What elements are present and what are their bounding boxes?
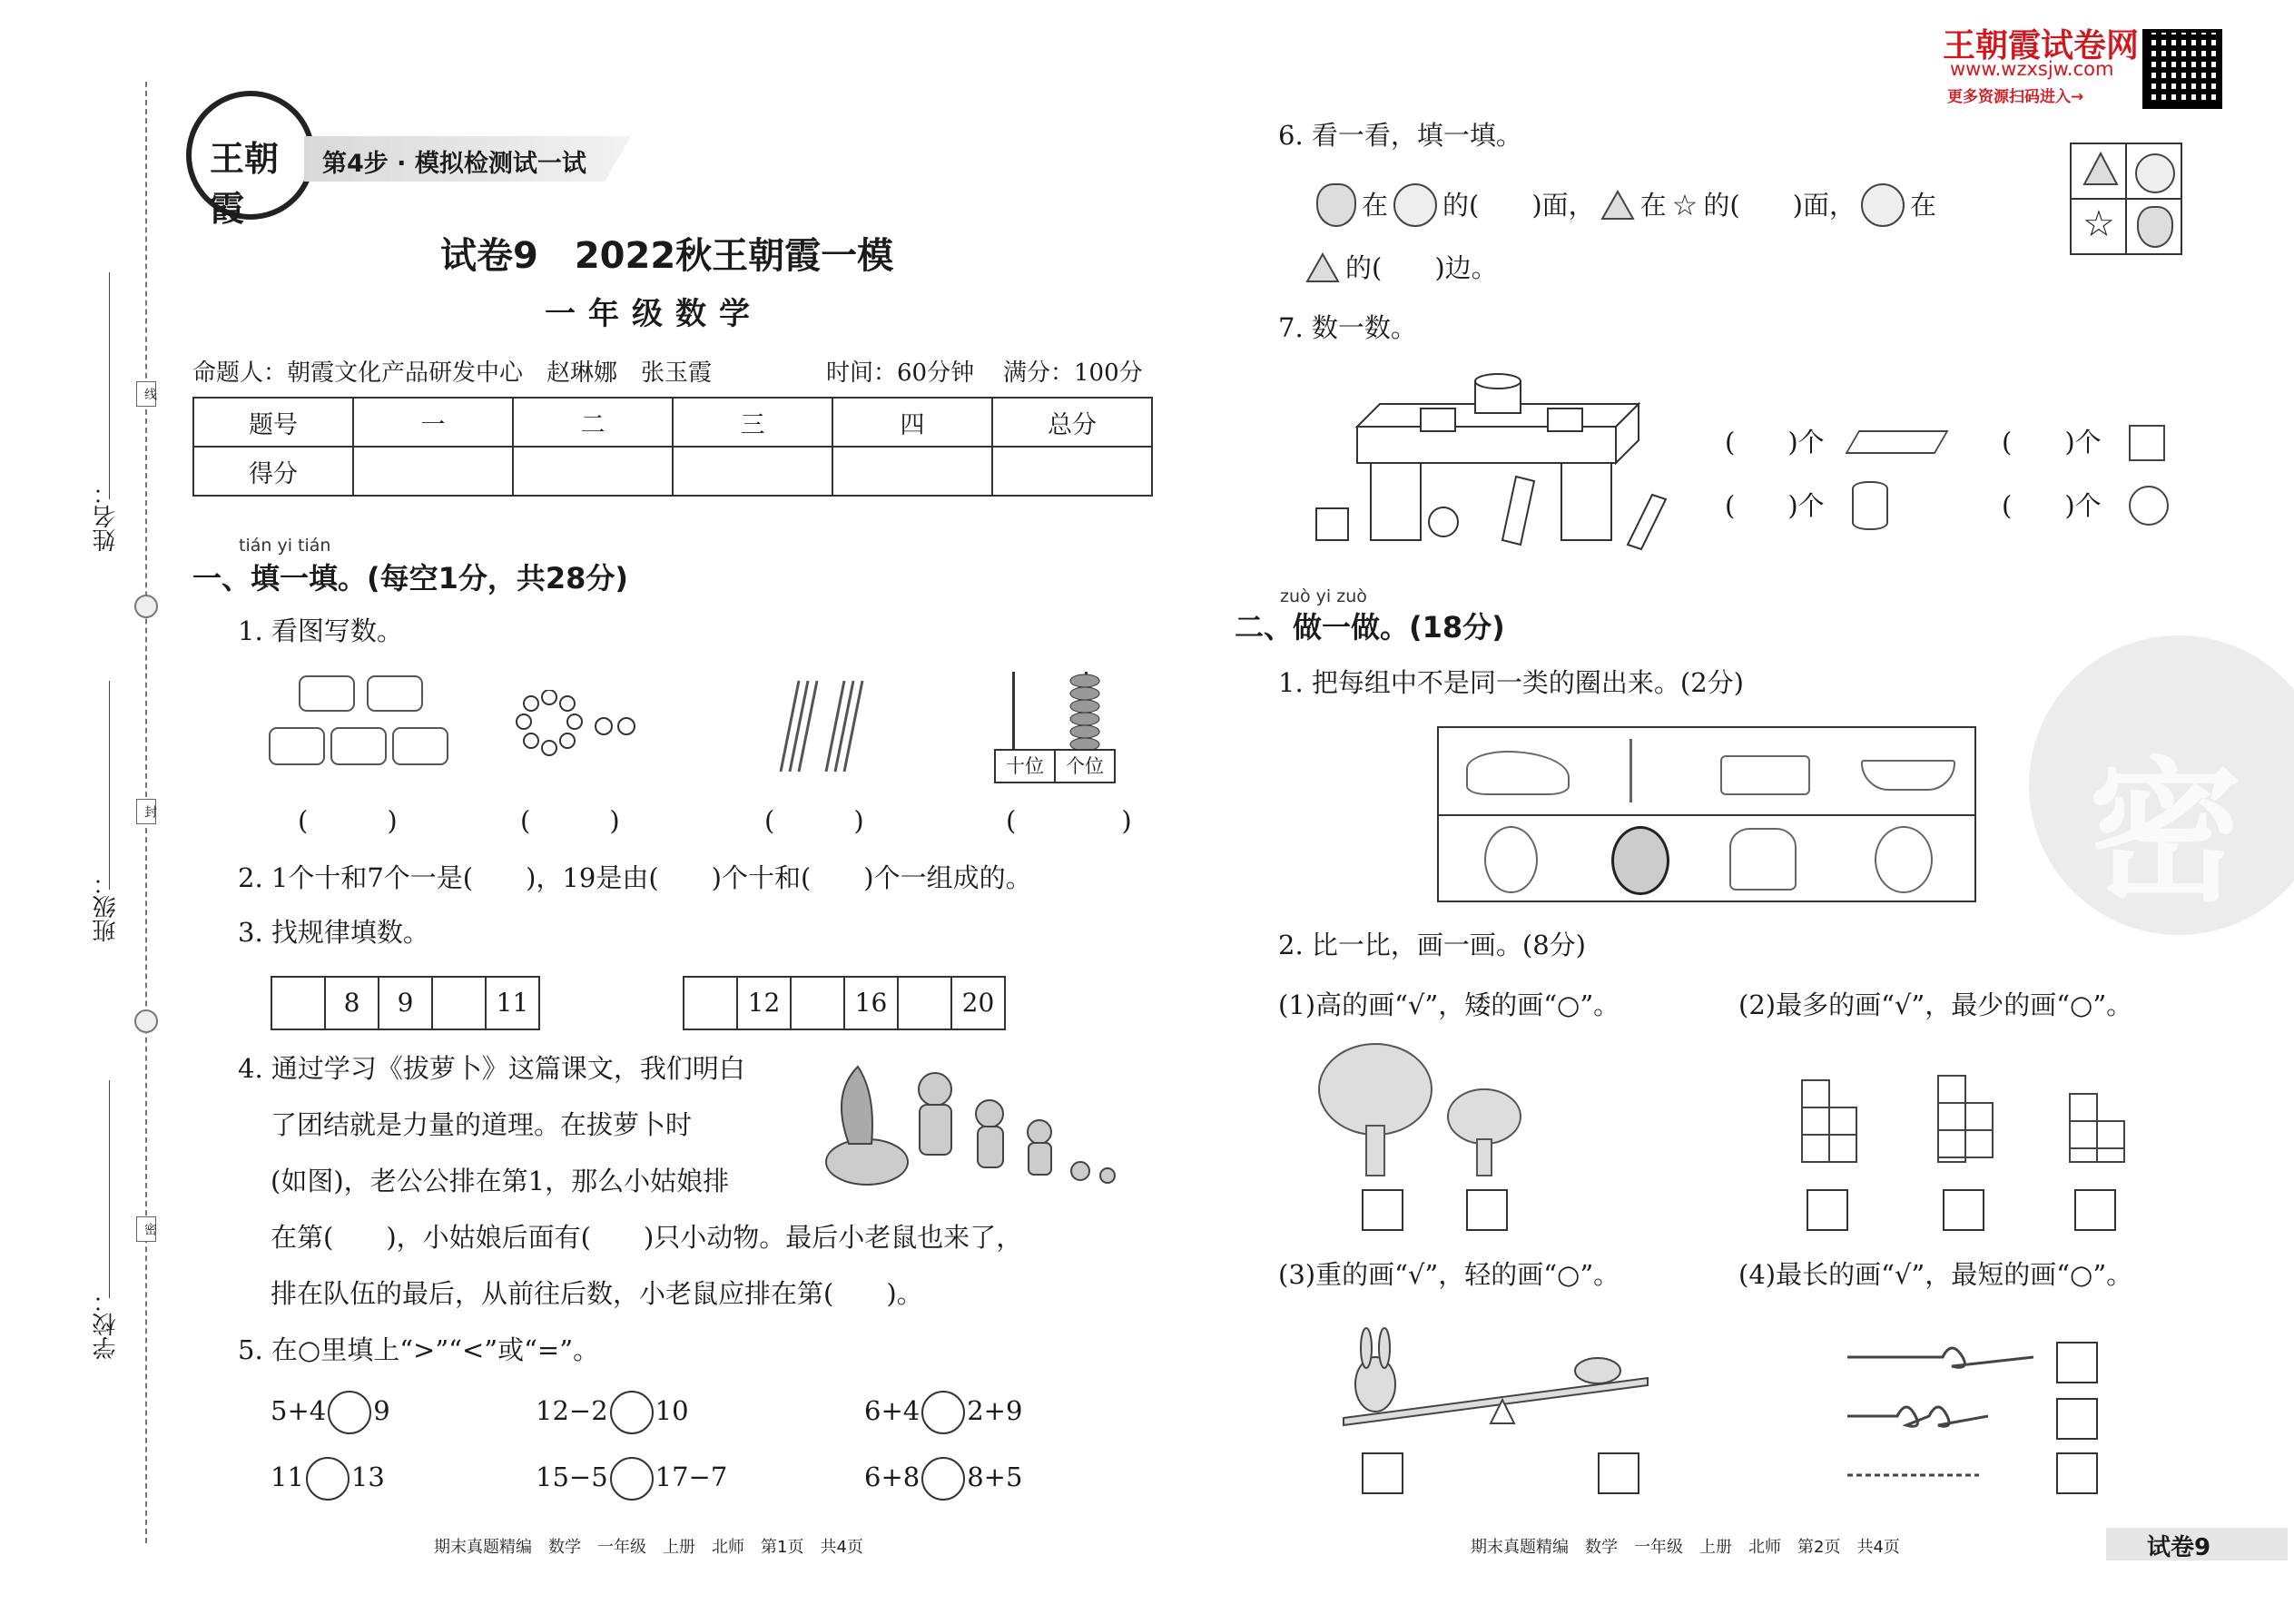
qr-code[interactable]: [2142, 29, 2222, 109]
compare-left: 11: [271, 1462, 304, 1492]
triangle-icon: [1305, 252, 1340, 283]
brand-tip: 更多资源扫码进入→: [1947, 88, 2084, 106]
count-cube[interactable]: ( )个: [2002, 427, 2102, 458]
sequence-cell: 16: [845, 978, 899, 1029]
answer-box[interactable]: [1466, 1189, 1508, 1231]
q6-text: 在: [1910, 190, 1937, 221]
step-banner-text: 第4步 · 模拟检测试一试: [322, 150, 586, 178]
sequence-cell[interactable]: [899, 978, 952, 1029]
question-5: 5. 在○里填上“>”“<”或“=”。: [238, 1334, 600, 1365]
ship-picture[interactable]: [1861, 760, 1955, 791]
column-header: 二: [513, 398, 673, 447]
flower-picture[interactable]: [1629, 739, 1659, 802]
classify-box: [1437, 726, 1976, 902]
airplane-picture[interactable]: [1466, 751, 1570, 795]
binding-hole: [134, 1009, 158, 1033]
row-label: 得分: [193, 447, 353, 496]
question-4-line-5: 排在队伍的最后，从前往后数，小老鼠应排在第( )。: [271, 1278, 923, 1309]
compare-item: [864, 1391, 1022, 1434]
star-icon: ☆: [1671, 188, 1698, 222]
full-score: 满分：100分: [1003, 359, 1143, 387]
footer-left: 期末真题精编 数学 一年级 上册 北师 第1页 共4页: [434, 1538, 863, 1557]
apple-icon: [1861, 183, 1905, 227]
column-header: 一: [353, 398, 513, 447]
question-1: 1. 看图写数。: [238, 615, 403, 646]
compare-right: 13: [350, 1462, 385, 1492]
cuboid-icon: [1845, 430, 1948, 454]
school-underline: [109, 1080, 110, 1298]
compare-right: 2+9: [967, 1395, 1023, 1426]
footer-right: 期末真题精编 数学 一年级 上册 北师 第2页 共4页: [1471, 1538, 1900, 1557]
sequence-cell[interactable]: [433, 978, 487, 1029]
cube-stacks-picture: [1797, 1071, 2133, 1180]
sequence-row-a: [271, 976, 540, 1030]
question-3: 3. 找规律填数。: [238, 917, 429, 948]
compare-circle[interactable]: [921, 1457, 965, 1501]
bus-picture[interactable]: [1720, 755, 1810, 795]
score-cell[interactable]: [992, 447, 1152, 496]
cylinder-icon: [1852, 481, 1888, 530]
abacus-label-tens: 十位: [996, 751, 1056, 782]
compare-item: [536, 1457, 727, 1501]
answer-box[interactable]: [2074, 1189, 2116, 1231]
school-label: 学校：: [93, 1289, 120, 1360]
score-cell[interactable]: [353, 447, 513, 496]
answer-box[interactable]: [2056, 1398, 2098, 1440]
question-4-line-2: 了团结就是力量的道理。在拔萝卜时: [271, 1109, 693, 1140]
q6-text: 的( )边。: [1345, 252, 1498, 283]
compare-circle[interactable]: [610, 1457, 654, 1501]
ropes-picture: [1843, 1334, 2038, 1489]
dog-picture[interactable]: [1875, 826, 1933, 893]
question-2: 2. 1个十和7个一是( )，19是由( )个十和( )个一组成的。: [238, 862, 1032, 893]
abacus-beads: [1067, 674, 1103, 751]
apple-icon: [1393, 183, 1437, 227]
brand-url: www.wzxsjw.com: [1950, 58, 2114, 80]
score-cell[interactable]: [513, 447, 673, 496]
section-heading: 二、做一做。(18分): [1235, 610, 1505, 645]
compare-circle[interactable]: [921, 1391, 965, 1434]
authors: 命题人：朝霞文化产品研发中心 赵琳娜 张玉霞: [192, 359, 713, 387]
answer-blank[interactable]: ( ): [1006, 805, 1132, 836]
compare-right: 8+5: [967, 1462, 1023, 1492]
star-icon: ☆: [2082, 203, 2115, 245]
paper-subtitle: 一年级数学: [545, 296, 763, 332]
answer-box[interactable]: [1943, 1189, 1984, 1231]
answer-blank[interactable]: ( ): [520, 805, 620, 836]
q6-text: 在: [1639, 190, 1667, 221]
compare-weight-text: (3)重的画“√”，轻的画“○”。: [1278, 1259, 1620, 1290]
compare-item: [864, 1457, 1022, 1501]
question-4-line-1: 4. 通过学习《拔萝卜》这篇课文，我们明白: [238, 1053, 745, 1084]
paper-title: 试卷9 2022秋王朝霞一模: [440, 235, 894, 277]
apple-icon: [2135, 153, 2175, 193]
section2-question-2: 2. 比一比，画一画。(8分): [1278, 930, 1586, 960]
answer-box[interactable]: [2056, 1452, 2098, 1494]
publisher-logo: [186, 91, 315, 229]
answer-box[interactable]: [1362, 1189, 1403, 1231]
class-label: 班级：: [93, 871, 120, 942]
question-6-line-1: [1316, 183, 1936, 227]
logo-text: 王朝霞: [210, 138, 280, 229]
sequence-cell[interactable]: [272, 978, 326, 1029]
sequence-cell: 9: [379, 978, 433, 1029]
strawberry-icon: [2137, 206, 2173, 248]
answer-blank[interactable]: ( ): [298, 805, 398, 836]
compare-circle[interactable]: [306, 1457, 350, 1501]
compare-left: 6+4: [864, 1395, 921, 1426]
question-4-line-3: (如图)，老公公排在第1，那么小姑娘排: [271, 1166, 730, 1196]
compare-left: 12−2: [536, 1395, 608, 1426]
answer-box[interactable]: [1807, 1189, 1848, 1231]
q6-text: 的( )面，: [1442, 190, 1595, 221]
position-grid: [2070, 143, 2182, 255]
score-cell[interactable]: [832, 447, 992, 496]
section2-question-1: 1. 把每组中不是同一类的圈出来。(2分): [1278, 667, 1744, 698]
question-4-line-4: 在第( )，小姑娘后面有( )只小动物。最后小老鼠也来了，: [271, 1222, 1023, 1253]
trees-picture: [1316, 1039, 1525, 1185]
answer-box[interactable]: [1598, 1452, 1639, 1494]
sequence-cell: 20: [961, 988, 995, 1018]
answer-blank[interactable]: ( ): [764, 805, 864, 836]
column-header: 总分: [992, 398, 1152, 447]
triangle-icon: [2082, 152, 2119, 188]
sphere-icon: [2129, 486, 2169, 526]
cube-icon: [2129, 425, 2165, 461]
section-heading: 一、填一填。(每空1分，共28分): [192, 561, 629, 595]
triangle-icon: [1600, 190, 1635, 221]
exam-time: 时间：60分钟: [826, 359, 975, 387]
sequence-cell: 8: [326, 978, 379, 1029]
abacus-rod-tens: [1012, 672, 1015, 749]
sequence-cell: 12: [738, 978, 792, 1029]
name-underline: [109, 272, 110, 499]
q6-text: 在: [1362, 190, 1389, 221]
seesaw-picture: [1334, 1316, 1652, 1434]
paper-tag-text: 试卷9: [2147, 1534, 2211, 1561]
sequence-cell[interactable]: [684, 978, 738, 1029]
squirrel-picture[interactable]: [1484, 826, 1538, 893]
count-cylinder[interactable]: ( )个: [1725, 490, 1825, 521]
compare-circle[interactable]: [610, 1391, 654, 1434]
table-row: [193, 398, 1152, 447]
compare-left: 15−5: [536, 1462, 608, 1492]
table-row: [193, 447, 1152, 496]
answer-box[interactable]: [1362, 1452, 1403, 1494]
brand-name: 王朝霞试卷网: [1943, 27, 2140, 64]
sequence-cell: 11: [496, 988, 529, 1018]
question-6: 6. 看一看，填一填。: [1278, 120, 1522, 151]
sticks-bundles-picture: [758, 676, 881, 776]
abacus-label-ones: 个位: [1066, 755, 1104, 777]
compare-left: 6+8: [864, 1462, 921, 1492]
cars-picture: [268, 672, 468, 776]
class-underline: [109, 681, 110, 890]
name-label: 姓名：: [93, 481, 120, 552]
compare-circle[interactable]: [328, 1391, 371, 1434]
seal-mark-seal: 封: [136, 799, 156, 824]
binding-hole: [134, 595, 158, 618]
compare-quantity-text: (2)最多的画“√”，最少的画“○”。: [1738, 989, 2133, 1020]
compare-item: [271, 1457, 385, 1501]
count-sphere[interactable]: ( )个: [2002, 490, 2102, 521]
sequence-cell[interactable]: [792, 978, 845, 1029]
question-6-line-2: [1305, 251, 1498, 285]
compare-right: 9: [373, 1395, 390, 1426]
question-7: 7. 数一数。: [1278, 312, 1417, 343]
row-label: 题号: [193, 398, 353, 447]
pinyin-annotation: tián yi tián: [239, 536, 331, 556]
score-cell[interactable]: [673, 447, 832, 496]
compare-right: 17−7: [655, 1462, 728, 1492]
seal-mark-line: 线: [136, 381, 156, 407]
count-cuboid-flat[interactable]: ( )个: [1725, 427, 1825, 458]
answer-box[interactable]: [2056, 1342, 2098, 1383]
secret-watermark-text: 密: [2088, 743, 2243, 923]
compare-length-text: (4)最长的画“√”，最短的画“○”。: [1738, 1259, 2133, 1290]
column-header: 四: [832, 398, 992, 447]
cake-picture[interactable]: [1729, 828, 1797, 891]
compare-right: 10: [655, 1395, 689, 1426]
column-header: 三: [673, 398, 832, 447]
blocks-structure-picture: [1307, 363, 1670, 558]
compare-item: [536, 1391, 689, 1434]
q6-text: 的( )面，: [1703, 190, 1856, 221]
strawberry-icon: [1316, 183, 1356, 227]
score-table: [192, 397, 1153, 497]
sequence-row-b: [683, 976, 1006, 1030]
compare-height-text: (1)高的画“√”，矮的画“○”。: [1278, 989, 1620, 1020]
seal-mark-secret: 密: [136, 1216, 156, 1242]
pinyin-annotation: zuò yi zuò: [1280, 586, 1367, 606]
abacus-base: [994, 749, 1116, 783]
compare-left: 5+4: [271, 1395, 327, 1426]
panda-picture[interactable]: [1611, 826, 1669, 895]
compare-item: [271, 1391, 390, 1434]
circles-picture: [513, 690, 645, 767]
pulling-radish-picture: [822, 1058, 1126, 1194]
